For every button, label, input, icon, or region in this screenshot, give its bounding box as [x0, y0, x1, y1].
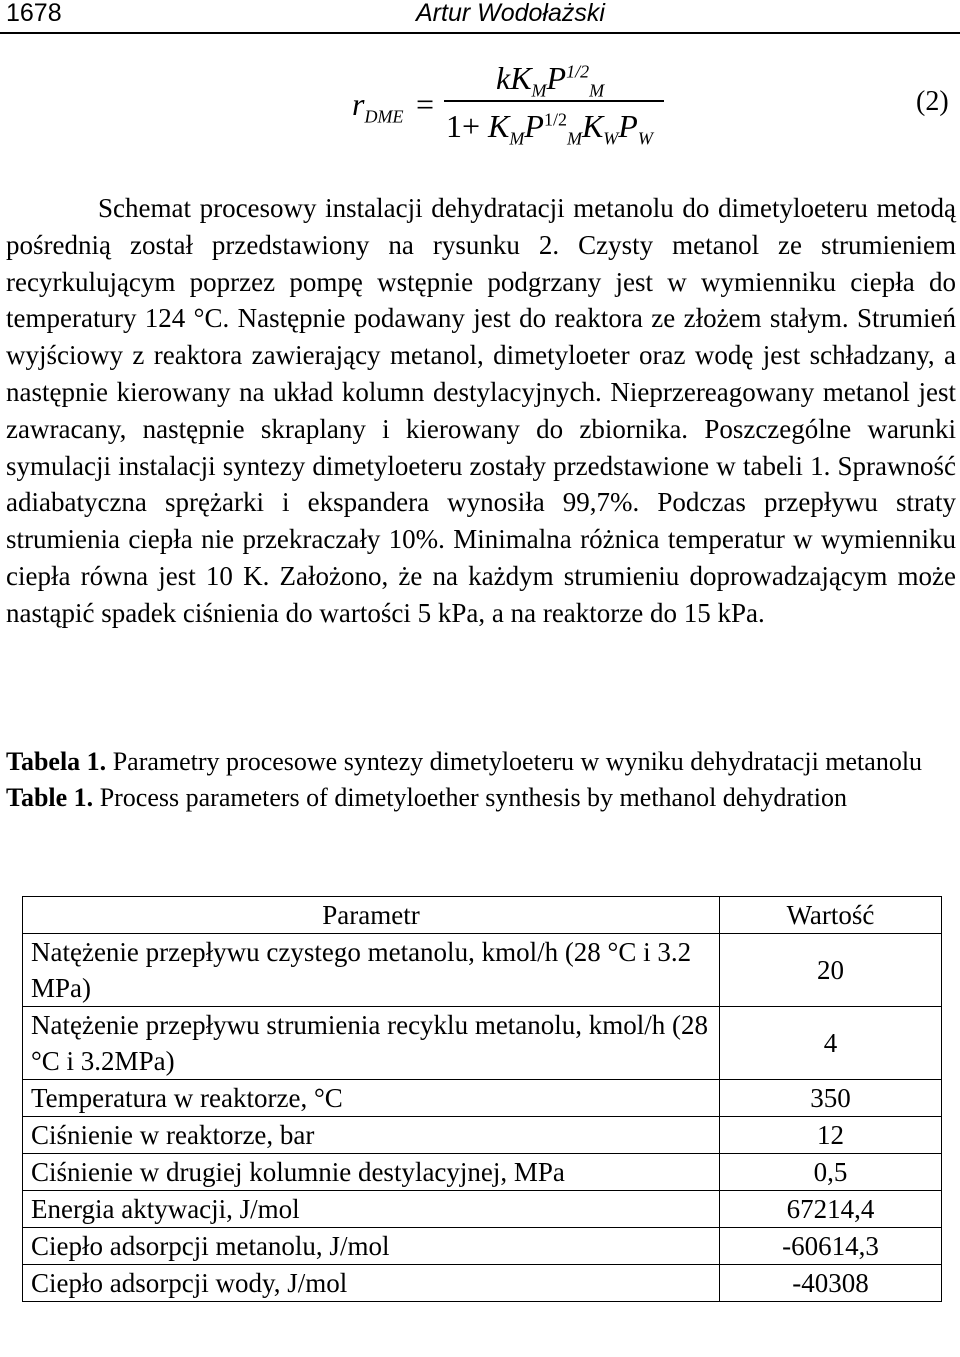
header-rule — [0, 32, 960, 34]
table-header-row — [23, 897, 942, 934]
row-parameter: Ciepło adsorpcji wody, J/mol — [23, 1265, 720, 1302]
equation-numerator: $kK_MP^{1/2}_M$ — [496, 60, 605, 101]
table-row — [23, 1007, 942, 1080]
row-parameter: Natężenie przepływu strumienia recyklu metanolu, kmol/h (28 °C i 3.2MPa) — [23, 1007, 720, 1080]
equation-denominator: $1+ K_MP^{1/2}_MK_WP_W$ — [446, 108, 653, 149]
equation-lhs: $r_{DME}$ — [352, 86, 404, 127]
row-parameter: Ciśnienie w drugiej kolumnie destylacyjnej, MPa — [23, 1154, 720, 1191]
row-value: -40308 — [720, 1265, 942, 1302]
page-number: 1678 — [6, 0, 62, 27]
caption-english: Table 1. Process parameters of dimetyloether synthesis by methanol dehydration — [6, 783, 847, 812]
table-row — [23, 1080, 942, 1117]
paragraph: Schemat procesowy instalacji dehydratacji metanolu do dimetyloeteru metodą pośrednią został przedstawiony na rysunku 2. Czysty metanol ze strumieniem recyrkulującym poprzez pompę wstępnie podgrzany jest w wymienniku ciepła do temperatury 124 °C. Następnie podawany jest do reaktora ze złożem stałym. Strumień wyjściowy z reaktora zawierający metanol, dimetyloeter oraz wodę jest schładzany, a następnie kierowany na układ kolumn destylacyjnych. Nieprzereagowany metanol jest zawracany, następnie skraplany i kierowany do zbiornika. Poszczególne warunki symulacji instalacji syntezy dimetyloeteru zostały przedstawione w tabeli 1. Sprawność adiabatyczna sprężarki i ekspandera wynosiła 99,7%. Podczas przepływu straty strumienia ciepła nie przekraczały 10%. Minimalna różnica temperatur w wymienniku ciepła równa jest 10 K. Założono, że na każdym strumieniu doprowadzającym może nastąpić spadek ciśnienia do wartości 5 kPa, a na reaktorze do 15 kPa. — [6, 193, 956, 628]
header-value: Wartość — [720, 897, 942, 934]
equals-sign: = — [416, 86, 435, 122]
row-value: 0,5 — [720, 1154, 942, 1191]
row-value: 12 — [720, 1117, 942, 1154]
row-value: -60614,3 — [720, 1228, 942, 1265]
row-value: 20 — [720, 934, 942, 1007]
table-row — [23, 1117, 942, 1154]
equation-2 — [0, 50, 960, 155]
row-parameter: Ciepło adsorpcji metanolu, J/mol — [23, 1228, 720, 1265]
table-row — [23, 1265, 942, 1302]
row-parameter: Temperatura w reaktorze, °C — [23, 1080, 720, 1117]
parameters-table — [22, 896, 942, 1302]
fraction-bar — [444, 100, 664, 102]
table-caption — [6, 745, 956, 817]
author-name: Artur Wodołażski — [416, 0, 605, 27]
table-row — [23, 1154, 942, 1191]
caption-polish: Tabela 1. Parametry procesowe syntezy dimetyloeteru w wyniku dehydratacji metanolu — [6, 747, 923, 776]
row-parameter: Natężenie przepływu czystego metanolu, kmol/h (28 °C i 3.2 MPa) — [23, 934, 720, 1007]
table-row — [23, 1191, 942, 1228]
row-value: 67214,4 — [720, 1191, 942, 1228]
row-value: 4 — [720, 1007, 942, 1080]
header-parameter: Parametr — [23, 897, 720, 934]
row-parameter: Ciśnienie w reaktorze, bar — [23, 1117, 720, 1154]
body-text — [6, 190, 956, 632]
running-header — [0, 0, 960, 34]
row-parameter: Energia aktywacji, J/mol — [23, 1191, 720, 1228]
row-value: 350 — [720, 1080, 942, 1117]
table-row — [23, 1228, 942, 1265]
equation-number: (2) — [916, 86, 949, 117]
table-row — [23, 934, 942, 1007]
